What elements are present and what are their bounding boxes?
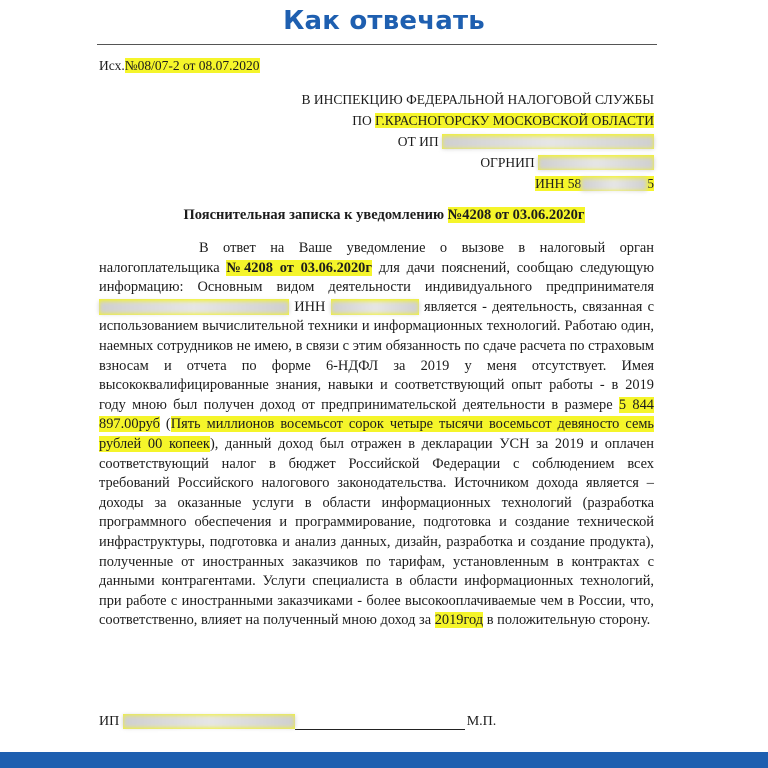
addressee-block bbox=[301, 89, 654, 194]
redacted-entrepreneur-inn bbox=[331, 301, 419, 314]
addressee-line-3: ОТ ИП bbox=[301, 131, 654, 152]
reference-number: №08/07-2 от 08.07.2020 bbox=[124, 58, 260, 73]
addressee-line-2: ПО Г.КРАСНОГОРСКУ МОСКОВСКОЙ ОБЛАСТИ bbox=[352, 113, 654, 128]
redacted-inn bbox=[581, 178, 647, 191]
signature-underline bbox=[295, 729, 465, 730]
tax-office-name: Г.КРАСНОГОРСКУ МОСКОВСКОЙ ОБЛАСТИ bbox=[375, 113, 654, 128]
redacted-ogrnip bbox=[538, 157, 654, 170]
header-divider bbox=[97, 44, 657, 45]
document-title: Пояснительная записка к уведомлению №4208 от 03.06.2020г bbox=[183, 207, 585, 223]
inn-line: ИНН 58 5 bbox=[535, 176, 654, 191]
income-amount: 5 844 897.00руб bbox=[99, 396, 654, 433]
outgoing-reference bbox=[99, 58, 260, 74]
notice-reference-inline: №4208 от 03.06.2020г bbox=[226, 259, 372, 276]
notice-reference: №4208 от 03.06.2020г bbox=[447, 207, 585, 223]
banner-title: Как отвечать bbox=[283, 6, 485, 36]
income-amount-words: Пять миллионов восемьсот сорок четыре тысячи восемьсот девяносто семь рублей 00 копеек bbox=[99, 416, 654, 452]
income-year: 2019год bbox=[434, 612, 484, 629]
addressee-line-1: В ИНСПЕКЦИЮ ФЕДЕРАЛЬНОЙ НАЛОГОВОЙ СЛУЖБЫ bbox=[301, 92, 654, 107]
reference-prefix: Исх. bbox=[99, 58, 125, 73]
footer-bar bbox=[0, 752, 768, 768]
redacted-name bbox=[442, 136, 654, 149]
redacted-entrepreneur-name bbox=[99, 301, 289, 314]
signature-line: ИП М.П. bbox=[99, 714, 497, 729]
letter-body: В ответ на Ваше уведомление о вызове в налоговый орган налогоплательщика №4208 от 03.06.2020г для дачи пояснений, сообщаю следующую информацию: Основным видом деятельности индивидуального предпринимателя ИНН является - деятельность, связанная с использованием вычислительной техники и информационных технологий. Работаю один, наемных сотрудников не имею, в связи с этим обязанность по сдаче расчета по страховым взносам и отчета по форме 6-НДФЛ за 2019 у меня отсутствует. Имея высококвалифицированные знания, навыки и соответствующий опыт работы - в 2019 году мною был получен доход от предпринимательской деятельности в размере 5 844 897.00руб (Пять миллионов восемьсот сорок четыре тысячи восемьсот девяносто семь рублей 00 копеек), данный доход был отражен в декларации УСН за 2019 и оплачен соответствующий налог в бюджет Российской Федерации с соблюдением всех требований Российского налогового законодательства. Источником дохода является – доходы за оказанные услуги в области информационных технологий (разработка программного обеспечения и программирование, подготовка и создание технической инфраструктуры, подготовка и анализ данных, дизайн, разработка и создание продукта), полученные от иностранных заказчиков по тарифам, установленным в контрактах с данными контрагентами. Услуги специалиста в области информационных технологий, при работе с иностранными заказчиками - более высокооплачиваемые чем в России, что, соответственно, влияет на полученный мною доход за 2019год в положительную сторону. bbox=[99, 240, 655, 629]
header-banner bbox=[0, 0, 768, 44]
redacted-signature-name bbox=[123, 715, 295, 728]
ogrnip-line: ОГРНИП bbox=[301, 152, 654, 173]
